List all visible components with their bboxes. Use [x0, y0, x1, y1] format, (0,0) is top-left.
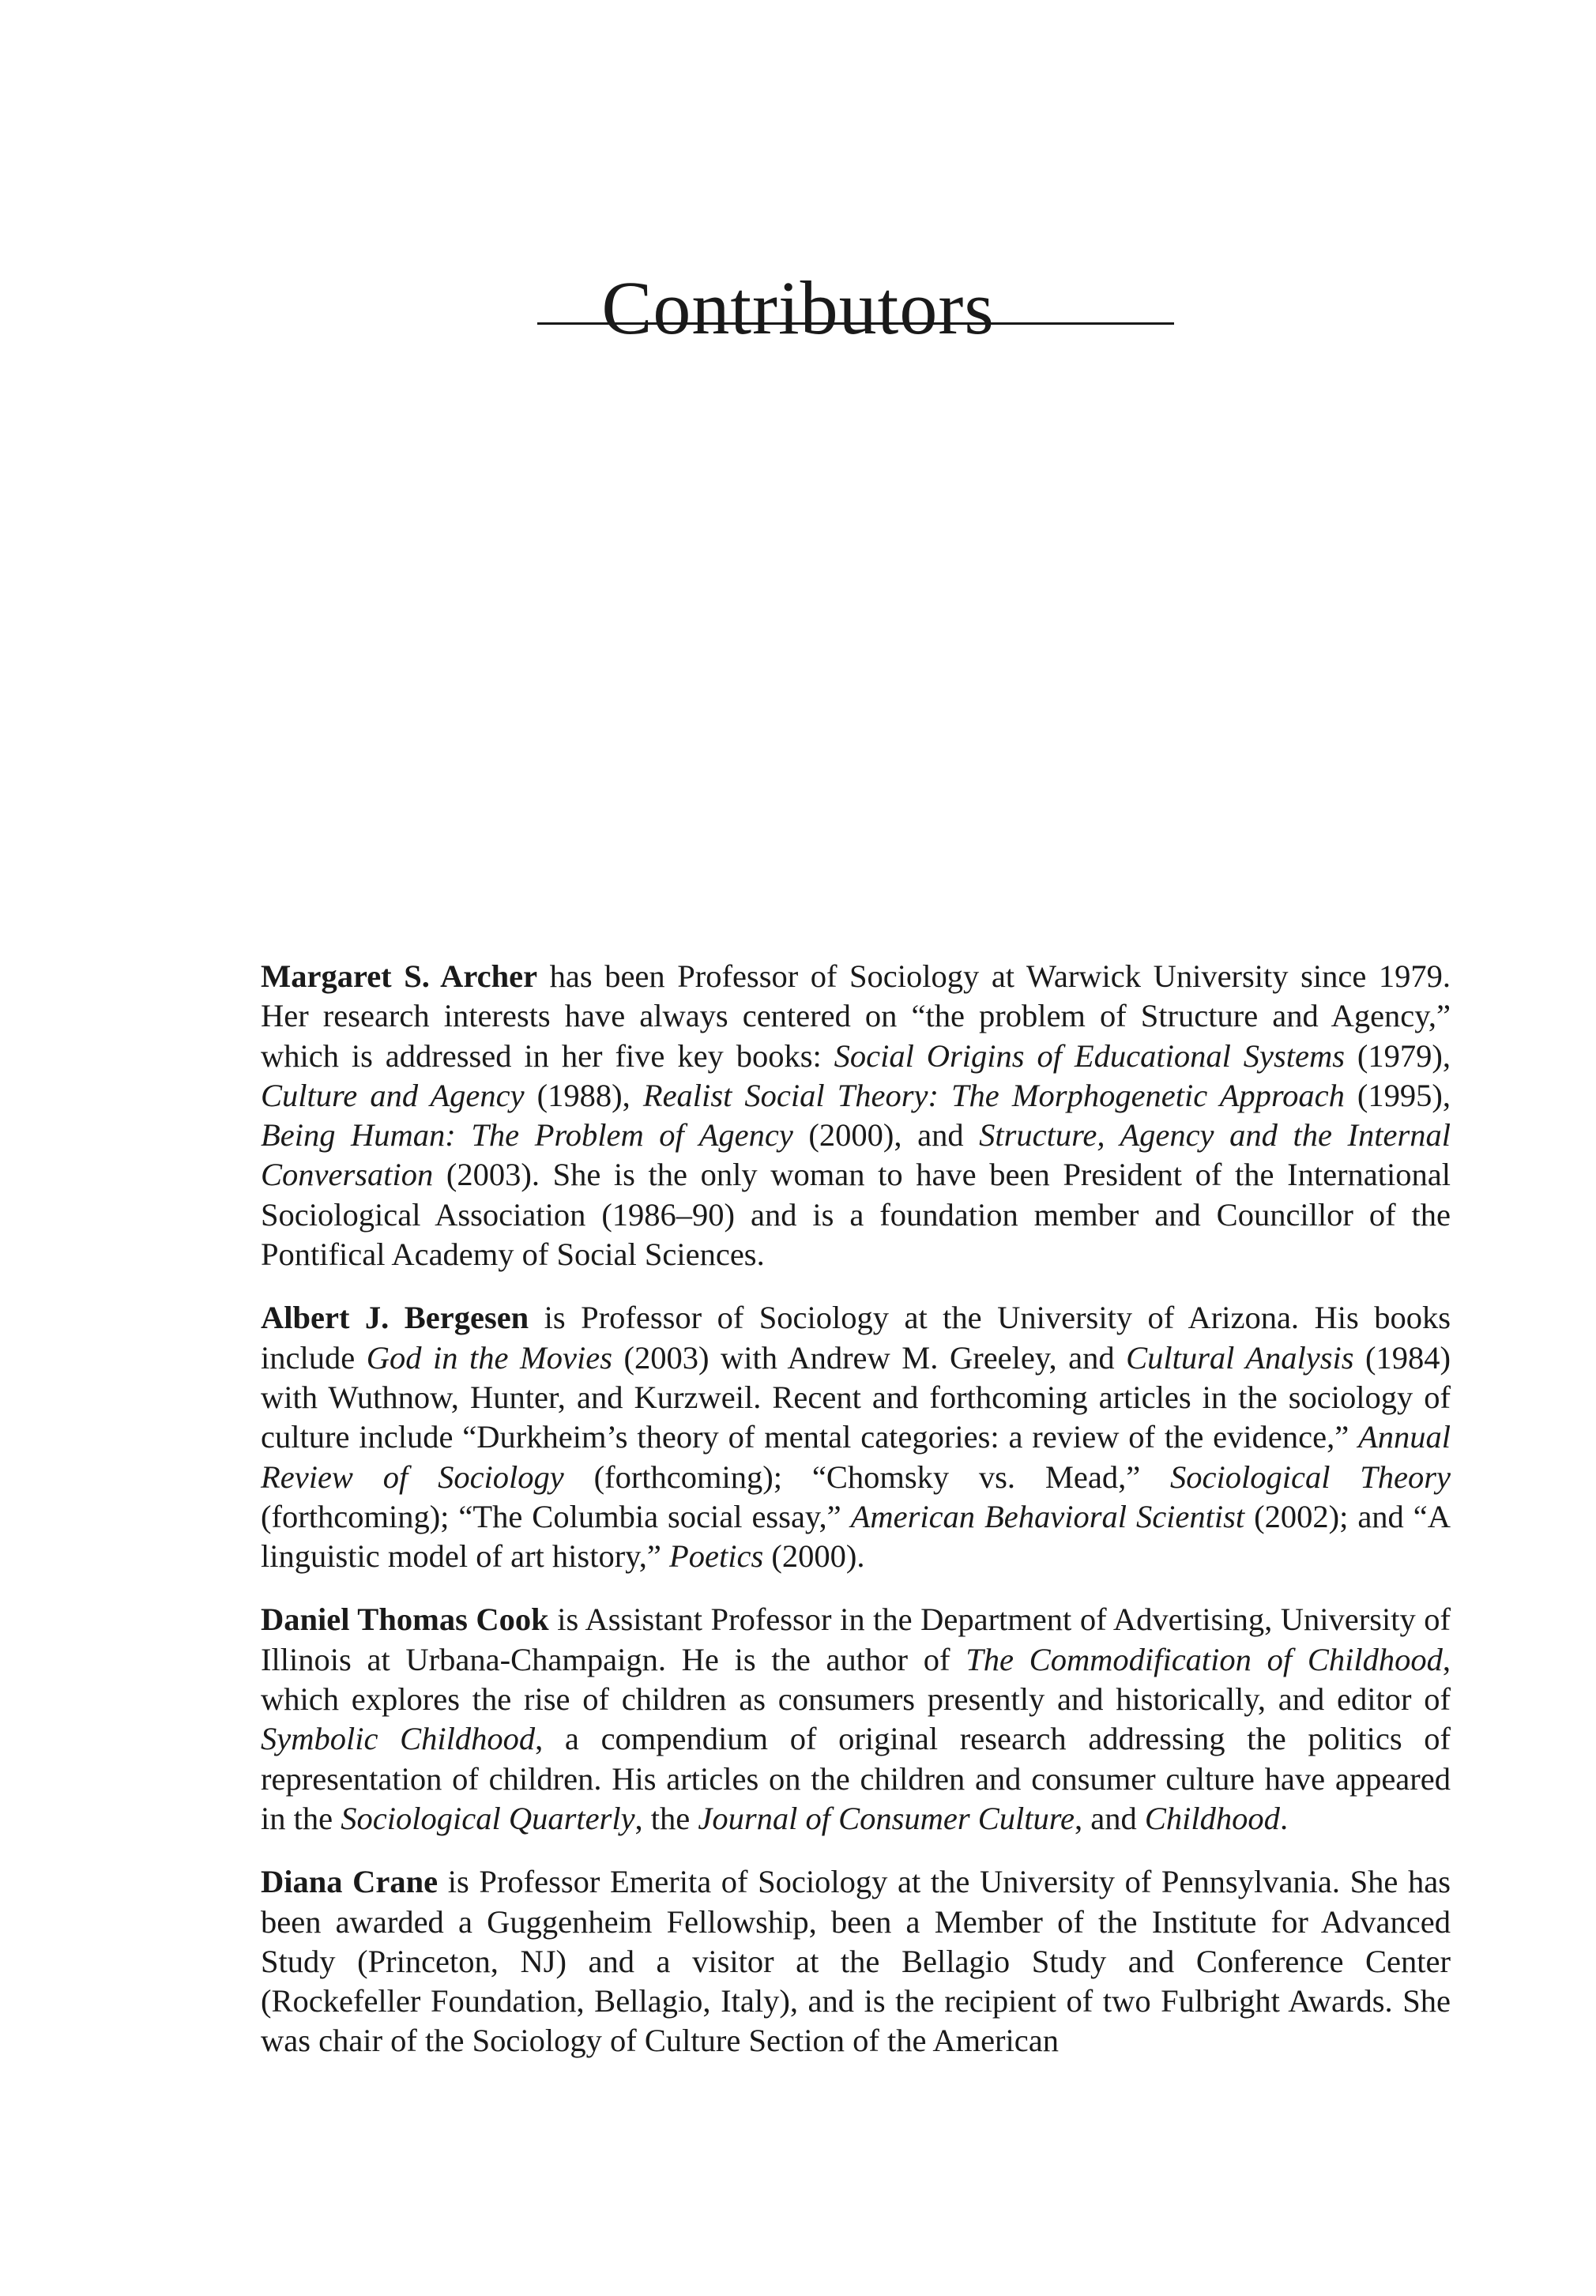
bio-text: (2000), and — [792, 1117, 980, 1154]
contributor-entry-cook — [261, 1600, 1451, 1839]
bio-text: is Assistant Professor in the Department of Advertising, University of Illinois at Urbana-Champaign. He is the author of — [261, 1602, 1451, 1677]
italic-title: Being Human: The Problem of Agency — [261, 1117, 793, 1154]
italic-title: God in the Movies — [366, 1339, 612, 1376]
bio-text: (1988), — [524, 1077, 643, 1113]
italic-title: American Behavioral Scientist — [850, 1498, 1245, 1534]
contributor-bio — [261, 1864, 1451, 2058]
contributor-name: Daniel Thomas Cook — [261, 1602, 549, 1638]
italic-title: Journal of Consumer Culture — [698, 1800, 1075, 1836]
contributors-list — [261, 957, 1451, 2085]
contributor-name: Albert J. Bergesen — [261, 1300, 529, 1336]
bio-text: , and — [1075, 1800, 1145, 1836]
bio-text: is Professor of Sociology at the University of Arizona. His books include — [261, 1300, 1451, 1376]
italic-title: Childhood — [1144, 1800, 1280, 1836]
bio-text: (2003). She is the only woman to have been President of the International Sociological Association (1986–90) and is a foundation member and Councillor of the Pontifical Academy of Social Sciences. — [261, 1157, 1451, 1273]
bio-text: is Professor Emerita of Sociology at the University of Pennsylvania. She has been awarded a Guggenheim Fellowship, been a Member of the Institute for Advanced Study (Princeton, NJ) and a visitor at the Bellagio Study and Conference Center (Rockefeller Foundation, Bellagio, Italy), and is the recipient of two Fulbright Awards. She was chair of the Sociology of Culture Section of the American — [261, 1864, 1451, 2059]
bio-text: . — [1279, 1800, 1289, 1836]
bio-text: (1995), — [1344, 1077, 1451, 1113]
italic-title: Sociological Theory — [1170, 1459, 1451, 1495]
italic-title: Cultural Analysis — [1126, 1339, 1354, 1376]
contributor-bio — [261, 1300, 1451, 1574]
bio-text: (1984) with Wuthnow, Hunter, and Kurzweil. Recent and forthcoming articles in the sociology of culture include “Durkheim’s theory of mental categories: a review of the evidence,” — [261, 1339, 1451, 1455]
bio-text: (2000). — [763, 1538, 865, 1575]
contributor-entry-crane — [261, 1862, 1451, 2061]
bio-text: , the — [634, 1800, 698, 1836]
italic-title: The Commodification of Childhood — [966, 1641, 1443, 1677]
title-divider — [537, 322, 1174, 325]
page-title: Contributors — [601, 265, 995, 351]
bio-text: , a compendium of original research addressing the politics of representation of children. His articles on the children and consumer culture have appeared in the — [261, 1721, 1451, 1836]
italic-title: Sociological Quarterly — [341, 1800, 635, 1836]
bio-text: , which explores the rise of children as consumers presently and historically, and editor of — [261, 1641, 1451, 1718]
italic-title: Structure, Agency and the Internal Conversation — [261, 1117, 1451, 1193]
bio-text: (forthcoming); “Chomsky vs. Mead,” — [563, 1459, 1170, 1495]
italic-title: Social Origins of Educational Systems — [834, 1037, 1345, 1074]
italic-title: Annual Review of Sociology — [261, 1419, 1451, 1495]
bio-text: (1979), — [1344, 1037, 1451, 1074]
contributor-name: Diana Crane — [261, 1864, 439, 1900]
contributor-name: Margaret S. Archer — [261, 958, 538, 994]
bio-text: (2002); and “A linguistic model of art history,” — [261, 1498, 1451, 1575]
italic-title: Poetics — [669, 1538, 764, 1575]
italic-title: Symbolic Childhood — [261, 1721, 536, 1757]
contributor-entry-bergesen — [261, 1298, 1451, 1576]
contributor-bio — [261, 958, 1451, 1272]
bio-text: has been Professor of Sociology at Warwick University since 1979. Her research interests have always centered on “the problem of Structure and Agency,” which is addressed in her five key books: — [261, 958, 1451, 1074]
bio-text: (forthcoming); “The Columbia social essay,” — [261, 1498, 851, 1534]
italic-title: Culture and Agency — [261, 1077, 525, 1113]
italic-title: Realist Social Theory: The Morphogenetic Approach — [642, 1077, 1345, 1113]
contributor-entry-archer — [261, 957, 1451, 1274]
bio-text: (2003) with Andrew M. Greeley, and — [612, 1339, 1127, 1376]
